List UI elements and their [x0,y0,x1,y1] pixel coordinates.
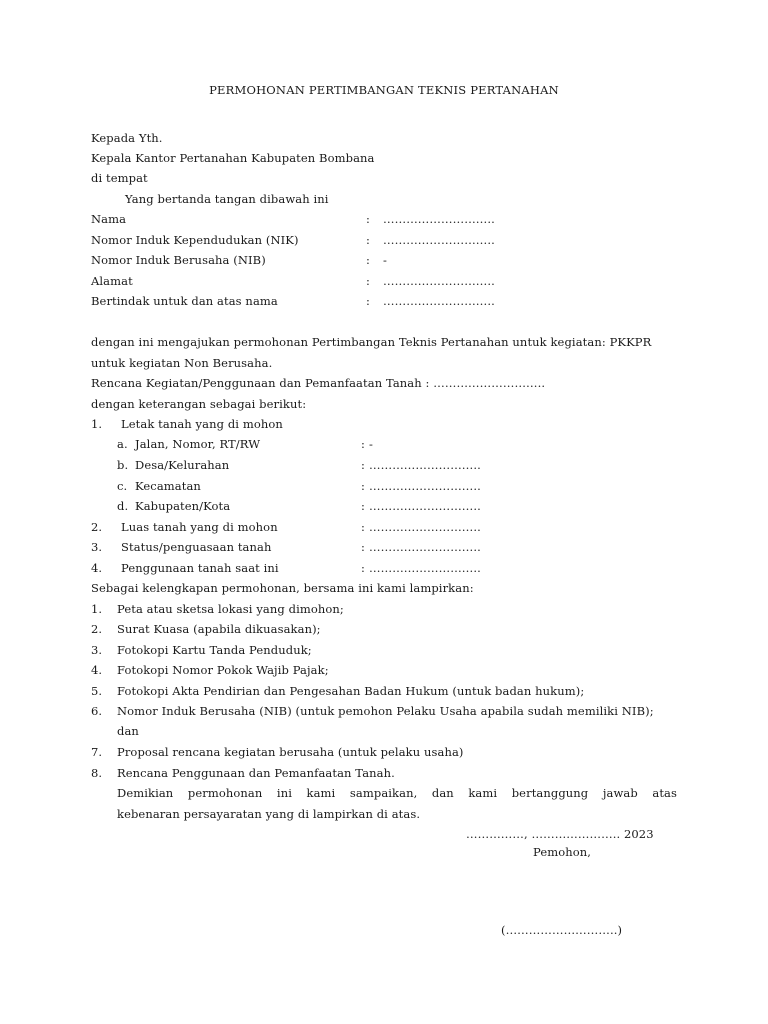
field-label-address: Alamat [91,274,133,288]
attachment-number: 1. [91,602,103,616]
land-item-label: Status/penguasaan tanah [121,540,272,554]
land-item-colon: : [361,479,365,493]
signature-role: Pemohon, [533,845,592,859]
land-item-colon: : [361,437,365,451]
intro-text: Yang bertanda tangan dibawah ini [125,192,329,206]
land-item-label: Jalan, Nomor, RT/RW [135,437,261,451]
land-item-label: Kabupaten/Kota [135,499,231,513]
land-item-value: ……………………….. [369,499,481,513]
land-item-colon: : [361,561,365,575]
land-item-colon: : [361,499,365,513]
closing-line-1: Demikian permohonan ini kami sampaikan, dan kami bertanggung jawab atas [117,786,677,800]
signature-date: ……………, ………………….. 2023 [466,827,654,841]
land-subitem-letter: a. [117,437,128,451]
attachment-number: 5. [91,684,103,698]
field-label-nik: Nomor Induk Kependudukan (NIK) [91,233,299,247]
land-item-number: 4. [91,561,103,575]
field-colon: : [366,274,370,288]
request-line-2: untuk kegiatan Non Berusaha. [91,356,273,370]
land-item-colon: : [361,520,365,534]
attachment-text: Fotokopi Nomor Pokok Wajib Pajak; [117,663,329,677]
land-subitem-letter: b. [117,458,129,472]
field-label-on-behalf: Bertindak untuk dan atas nama [91,294,278,308]
field-value-on-behalf: ……………………….. [383,294,495,308]
land-item-label: Kecamatan [135,479,201,493]
request-line-1: dengan ini mengajukan permohonan Pertimbangan Teknis Pertanahan untuk kegiatan: PKKPR [91,335,652,349]
land-item-label: Luas tanah yang di mohon [121,520,278,534]
field-value-nib: - [383,253,387,267]
plan-line: Rencana Kegiatan/Penggunaan dan Pemanfaatan Tanah : ……………………….. [91,376,546,390]
land-item-label: Letak tanah yang di mohon [121,417,283,431]
attachment-text: Fotokopi Kartu Tanda Penduduk; [117,643,312,657]
land-item-colon: : [361,540,365,554]
attachment-text: Rencana Penggunaan dan Pemanfaatan Tanah. [117,766,395,780]
land-subitem-letter: d. [117,499,129,513]
land-item-value: ……………………….. [369,479,481,493]
field-colon: : [366,212,370,226]
attachment-number: 2. [91,622,103,636]
land-item-label: Penggunaan tanah saat ini [121,561,279,575]
field-value-name: ……………………….. [383,212,495,226]
attachment-text: Surat Kuasa (apabila dikuasakan); [117,622,321,636]
attachment-number: 6. [91,704,103,718]
land-item-number: 3. [91,540,103,554]
field-value-address: ……………………….. [383,274,495,288]
recipient-line-3: di tempat [91,171,148,185]
attachment-number: 8. [91,766,103,780]
land-item-label: Desa/Kelurahan [135,458,230,472]
details-intro: dengan keterangan sebagai berikut: [91,397,307,411]
attachment-text: Nomor Induk Berusaha (NIB) (untuk pemohon Pelaku Usaha apabila sudah memiliki NIB); [117,704,654,718]
field-colon: : [366,294,370,308]
field-colon: : [366,233,370,247]
field-colon: : [366,253,370,267]
recipient-line-1: Kepada Yth. [91,131,163,145]
attachments-intro: Sebagai kelengkapan permohonan, bersama ini kami lampirkan: [91,581,474,595]
land-item-value: ……………………….. [369,520,481,534]
attachment-text: Peta atau sketsa lokasi yang dimohon; [117,602,344,616]
document-title: PERMOHONAN PERTIMBANGAN TEKNIS PERTANAHAN [209,83,559,97]
attachment-number: 7. [91,745,103,759]
attachment-number: 4. [91,663,103,677]
field-label-nib: Nomor Induk Berusaha (NIB) [91,253,266,267]
attachment-text: Fotokopi Akta Pendirian dan Pengesahan Badan Hukum (untuk badan hukum); [117,684,585,698]
land-item-value: ……………………….. [369,458,481,472]
signature-name: (………………………..) [501,923,623,937]
land-item-value: ……………………….. [369,540,481,554]
field-value-nik: ……………………….. [383,233,495,247]
attachment-number: 3. [91,643,103,657]
land-item-value: - [369,437,373,451]
land-item-value: ……………………….. [369,561,481,575]
land-item-number: 1. [91,417,103,431]
recipient-line-2: Kepala Kantor Pertanahan Kabupaten Bombana [91,151,375,165]
closing-line-2: kebenaran persayaratan yang di lampirkan di atas. [117,807,421,821]
attachment-text: Proposal rencana kegiatan berusaha (untuk pelaku usaha) [117,745,464,759]
field-label-name: Nama [91,212,127,226]
land-subitem-letter: c. [117,479,128,493]
land-item-colon: : [361,458,365,472]
land-item-number: 2. [91,520,103,534]
attachment-text-continuation: dan [117,724,139,738]
